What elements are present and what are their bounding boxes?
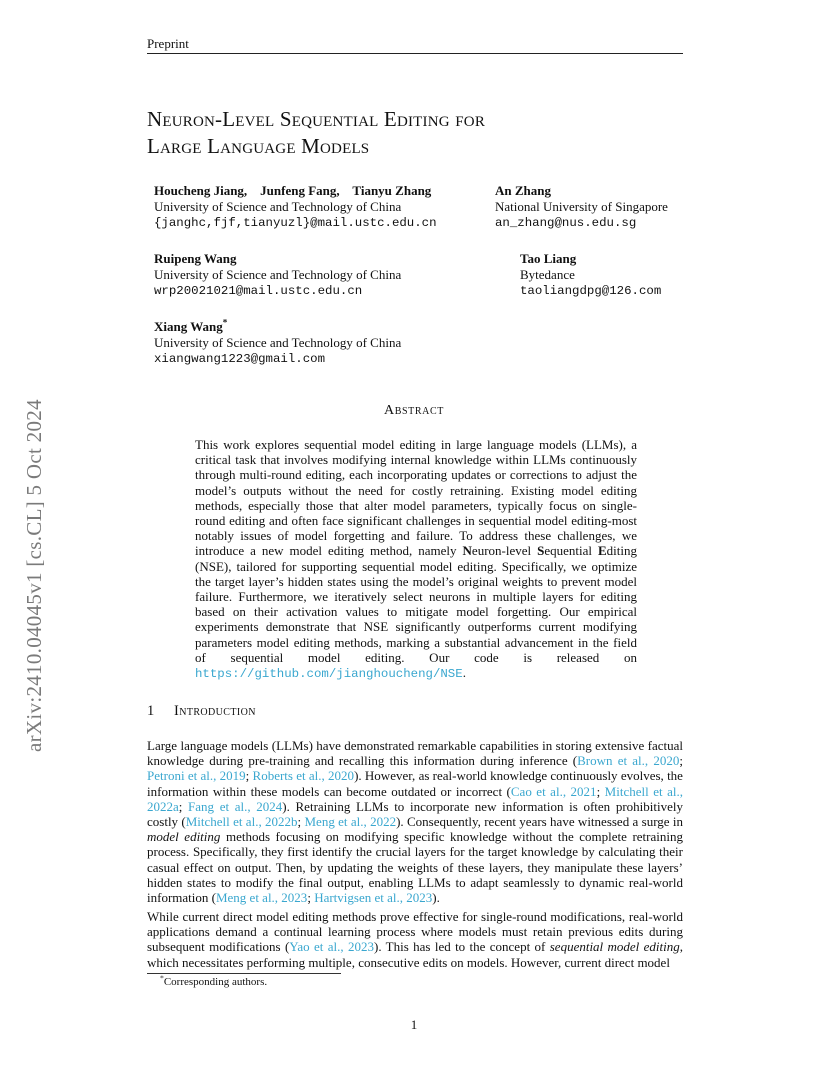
citation-link[interactable]: Mitchell et al., 2022a: [147, 783, 683, 814]
footnote-marker: *: [160, 973, 164, 983]
citation-link[interactable]: Cao et al., 2021: [510, 783, 597, 799]
author-names: Xiang Wang: [154, 319, 223, 334]
section-heading: [147, 703, 256, 720]
citation-link[interactable]: Hartvigsen et al., 2023: [314, 890, 433, 906]
citation-link[interactable]: Petroni et al., 2019: [147, 768, 246, 784]
author-names: An Zhang: [495, 183, 551, 198]
author-affiliation: Bytedance: [520, 267, 575, 282]
running-header: Preprint: [147, 36, 189, 51]
author-block-ruipeng-wang: [154, 251, 401, 299]
section-number: 1: [147, 703, 155, 719]
abstract-body: This work explores sequential model editing in large language models (LLMs), a critical task that involves modifying internal knowledge within LLMs continuously through multi-round editing, each incorporating updates or corrections to adjust the model’s outputs without the need for costly retraining. Existing model editing methods, especially those that alter model parameters, typically focus on single-round editing and often face significant challenges in sequential model editing-most notably issues of model forgetting and failure. To address these challenges, we introduce a new model editing method, namely Neuron-level Sequential Editing (NSE), tailored for supporting sequential model editing. Specifically, we optimize the target layer’s hidden states using the model’s original weights to prevent model failure. Furthermore, we iteratively select neurons in multiple layers for editing based on their activation values to mitigate model forgetting. Our empirical experiments demonstrate that NSE significantly outperforms current modifying parameters model editing methods, marking a substantial advancement in the field of sequential model editing. Our code is released on https://github.com/jianghoucheng/NSE.: [195, 437, 637, 682]
citation-link[interactable]: Yao et al., 2023: [289, 939, 374, 955]
author-email[interactable]: an_zhang@nus.edu.sg: [495, 216, 637, 230]
footnote-rule: [147, 973, 341, 974]
author-affiliation: University of Science and Technology of China: [154, 335, 402, 350]
citation-link[interactable]: Fang et al., 2024: [188, 798, 283, 814]
corresponding-marker: *: [222, 317, 228, 328]
paper-title: [147, 106, 707, 160]
author-email[interactable]: {janghc,fjf,tianyuzl}@mail.ustc.edu.cn: [154, 216, 437, 230]
author-block-xiang-wang: [154, 319, 401, 367]
citation-link[interactable]: Brown et al., 2020: [577, 753, 680, 769]
author-email[interactable]: xiangwang1223@gmail.com: [154, 352, 326, 366]
author-block-an-zhang: [495, 183, 668, 231]
author-names: Houcheng Jiang, Junfeng Fang, Tianyu Zhang: [154, 183, 432, 198]
title-line-2: Large Language Models: [147, 134, 370, 158]
citation-link[interactable]: Roberts et al., 2020: [252, 768, 355, 784]
citation-link[interactable]: Meng et al., 2023: [215, 890, 308, 906]
author-names-line: [154, 319, 401, 335]
author-email[interactable]: taoliangdpg@126.com: [520, 284, 662, 298]
author-names: Tao Liang: [520, 251, 577, 266]
title-line-1: Neuron-Level Sequential Editing for: [147, 107, 486, 131]
intro-paragraph-1: Large language models (LLMs) have demonstrated remarkable capabilities in storing extensive factual knowledge during pre-training and recalling this information during inference (Brown et al., 2020; Petroni et al., 2019; Roberts et al., 2020). However, as real-world knowledge continuously evolves, the information within these models can become outdated or incorrect (Cao et al., 2021; Mitchell et al., 2022a; Fang et al., 2024). Retraining LLMs to incorporate new information is often prohibitively costly (Mitchell et al., 2022b; Meng et al., 2022). Consequently, recent years have witnessed a surge in model editing methods focusing on modifying specific knowledge without the complete retraining process. Specifically, they first identify the crucial layers for the target knowledge by calculating their casual effect on output. Then, by updating the weights of these layers, they manipulate these layers’ hidden states to modify the final output, enabling LLMs to adapt seamlessly to dynamic real-world information (Meng et al., 2023; Hartvigsen et al., 2023).: [147, 738, 683, 906]
footnote: [160, 973, 268, 988]
citation-link[interactable]: Meng et al., 2022: [304, 814, 397, 830]
footnote-text: Corresponding authors.: [163, 976, 268, 988]
section-title: Introduction: [174, 703, 256, 719]
author-names: Ruipeng Wang: [154, 251, 237, 266]
intro-paragraph-2: While current direct model editing methods prove effective for single-round modifications, real-world applications demand a continual learning process where models must retain previous edits during subsequent modifications (Yao et al., 2023). This has led to the concept of sequential model editing, which necessitates performing multiple, consecutive edits on models. However, current direct model: [147, 909, 684, 970]
author-affiliation: University of Science and Technology of China: [154, 267, 402, 282]
abstract-heading: Abstract: [384, 403, 444, 418]
code-link[interactable]: https://github.com/jianghoucheng/NSE: [195, 667, 463, 682]
author-block-ustc-group: [154, 183, 437, 231]
author-email[interactable]: wrp20021021@mail.ustc.edu.cn: [154, 284, 363, 298]
author-block-tao-liang: [520, 251, 661, 299]
page-number: 1: [410, 1017, 418, 1032]
citation-link[interactable]: Mitchell et al., 2022b: [185, 814, 298, 830]
author-affiliation: National University of Singapore: [495, 199, 668, 214]
arxiv-stamp: arXiv:2410.04045v1 [cs.CL] 5 Oct 2024: [22, 399, 46, 752]
header-rule: [147, 53, 683, 54]
author-affiliation: University of Science and Technology of China: [154, 199, 402, 214]
